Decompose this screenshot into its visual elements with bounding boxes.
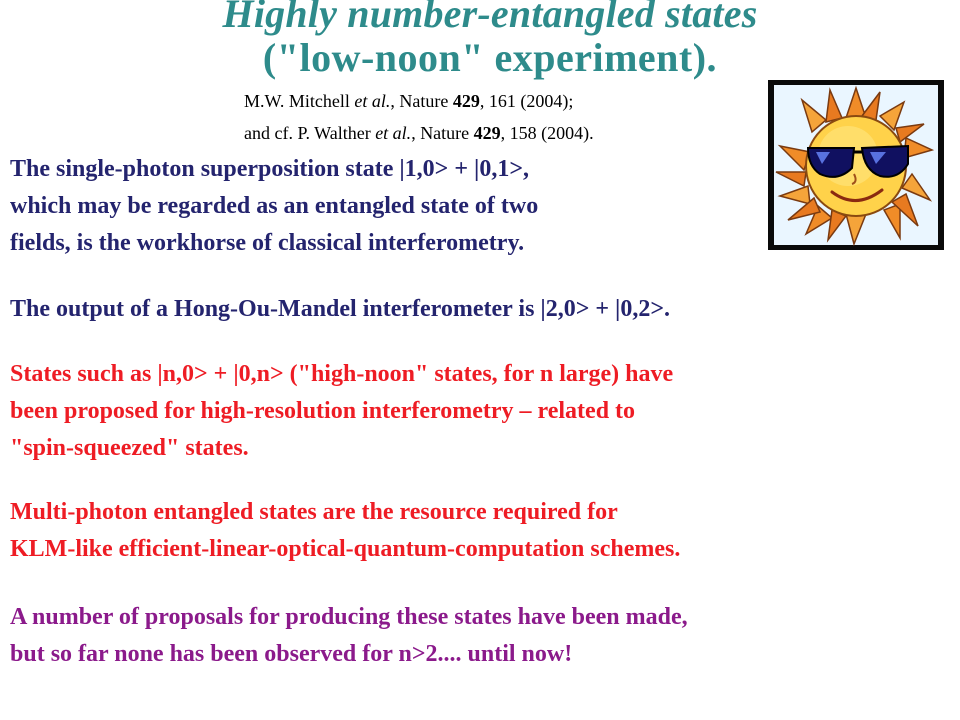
paragraph-line: which may be regarded as an entangled state of two xyxy=(10,193,539,219)
paragraph-single-photon xyxy=(10,151,538,262)
paragraph-line: Multi-photon entangled states are the resource required for xyxy=(10,499,618,525)
paragraph-line: The output of a Hong-Ou-Mandel interferometer is |2,0> + |0,2>. xyxy=(10,296,670,322)
slide-title-line-1: Highly number-entangled states xyxy=(222,0,758,36)
paragraph-line: "spin-squeezed" states. xyxy=(10,435,249,461)
paragraph-line: The single-photon superposition state |1,0> + |0,1>, xyxy=(10,156,529,182)
paragraph-line: States such as |n,0> + |0,n> ("high-noon" states, for n large) have xyxy=(10,361,674,387)
paragraph-hong-ou-mandel xyxy=(10,291,670,328)
paragraph-proposals xyxy=(10,599,688,673)
paragraph-line: A number of proposals for producing these states have been made, xyxy=(10,604,688,630)
paragraph-line: been proposed for high-resolution interferometry – related to xyxy=(10,398,636,424)
paragraph-line: KLM-like efficient-linear-optical-quantum-computation schemes. xyxy=(10,536,681,562)
paragraph-high-noon xyxy=(10,356,673,467)
slide-title-line-2: ("low-noon" experiment). xyxy=(262,35,718,80)
sun-with-sunglasses-icon xyxy=(768,80,944,250)
paragraph-line: but so far none has been observed for n>2.... until now! xyxy=(10,641,573,667)
reference-mitchell: M.W. Mitchell et al., Nature 429, 161 (2004); xyxy=(244,91,574,111)
paragraph-multi-photon xyxy=(10,494,680,568)
reference-walther: and cf. P. Walther et al., Nature 429, 158 (2004). xyxy=(244,123,594,143)
paragraph-line: fields, is the workhorse of classical interferometry. xyxy=(10,230,525,256)
